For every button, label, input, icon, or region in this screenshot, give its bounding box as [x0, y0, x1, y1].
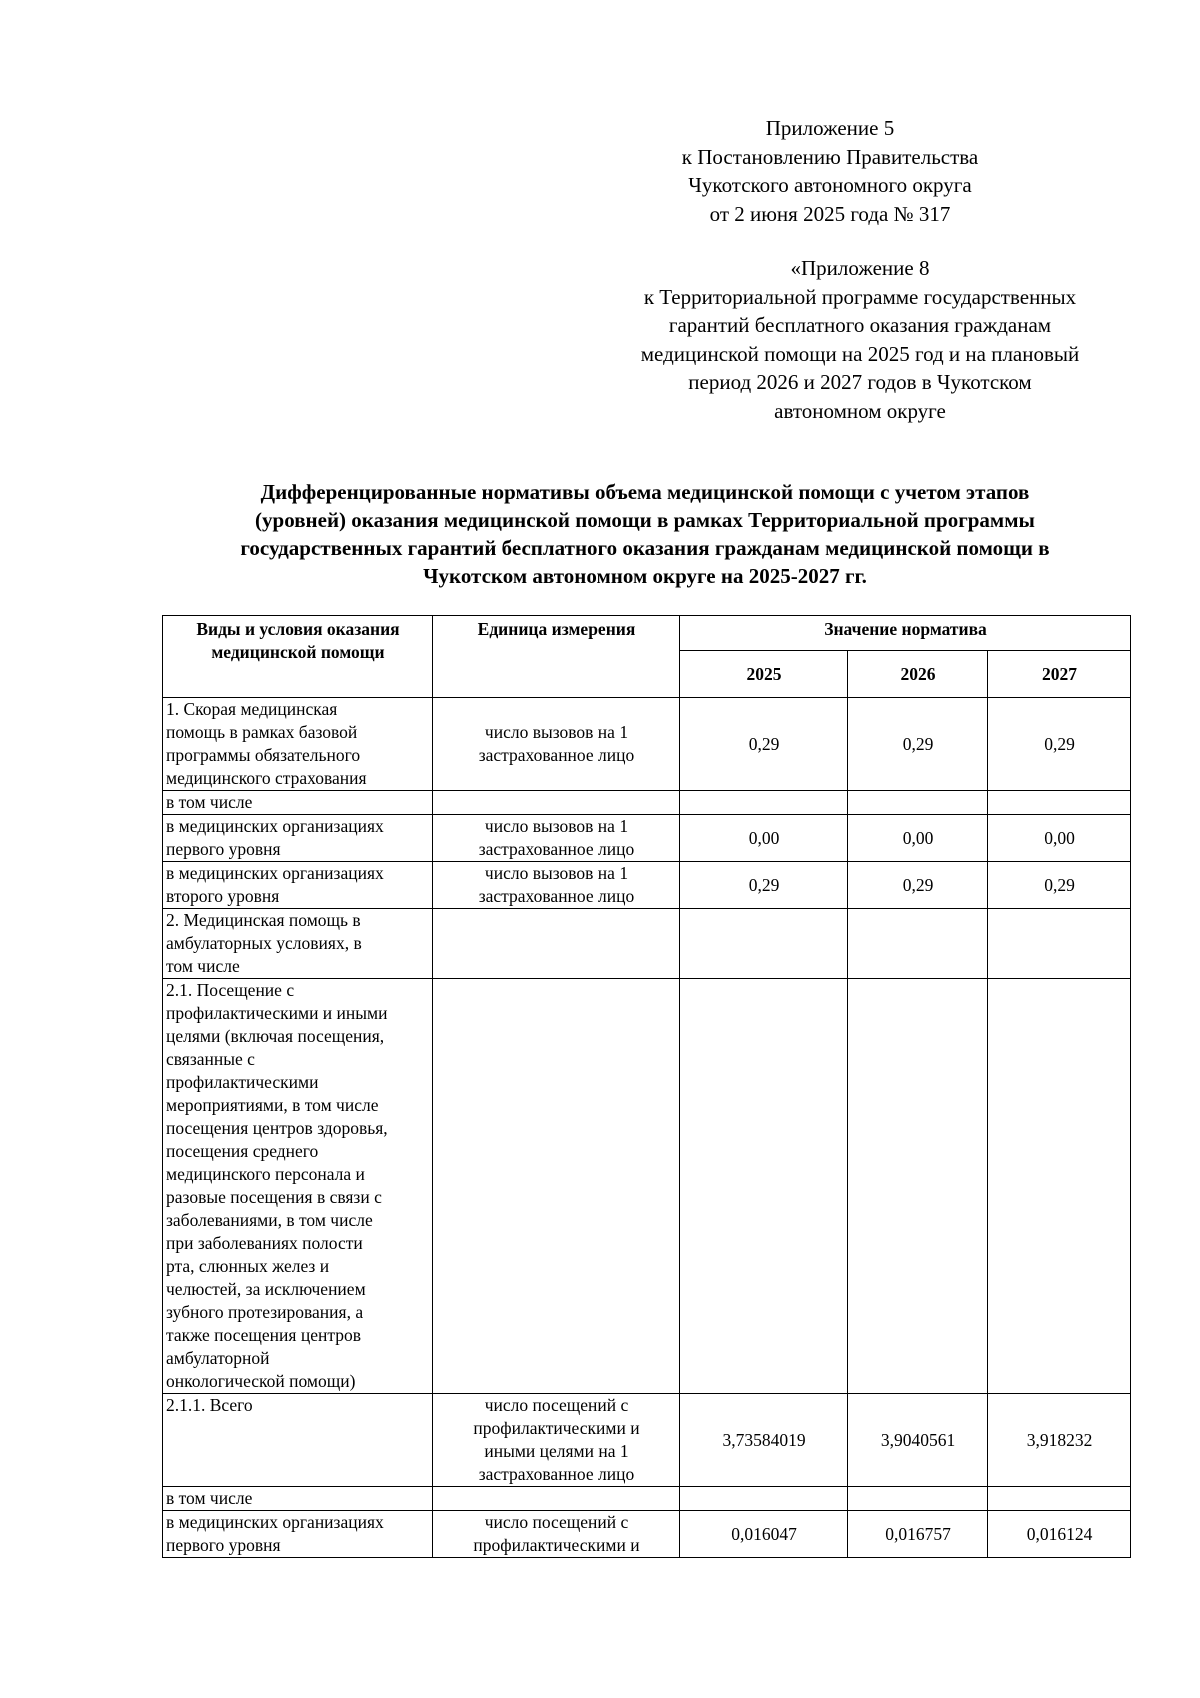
value-cell — [988, 979, 1131, 1394]
unit-line: число посещений с — [484, 1395, 629, 1415]
value-cell — [848, 791, 988, 815]
value-cell — [988, 1487, 1131, 1511]
value-cell — [848, 909, 988, 979]
kind-line: том числе — [166, 956, 240, 976]
value-cell: 0,016047 — [680, 1511, 848, 1558]
value-cell — [848, 1487, 988, 1511]
program-line: период 2026 и 2027 годов в Чукотском — [688, 370, 1032, 394]
value-cell: 0,29 — [680, 862, 848, 909]
kind-line: челюстей, за исключением — [166, 1279, 366, 1299]
kind-line: в медицинских организациях — [166, 863, 384, 883]
value-cell: 0,016124 — [988, 1511, 1131, 1558]
unit-line: иными целями на 1 — [484, 1441, 629, 1461]
unit-line: застрахованное лицо — [478, 745, 635, 765]
table-row — [163, 979, 1131, 1394]
unit-line: застрахованное лицо — [478, 886, 635, 906]
unit-cell — [433, 1394, 680, 1487]
decree-reference-block — [620, 114, 1040, 228]
program-line: автономном округе — [774, 398, 946, 423]
kind-cell — [163, 815, 433, 862]
kind-line: первого уровня — [166, 1535, 281, 1555]
table-row — [163, 909, 1131, 979]
title-line: (уровней) оказания медицинской помощи в рамках Территориальной программы — [255, 508, 1035, 532]
kind-line: в том числе — [166, 1488, 253, 1508]
kind-line: заболеваниями, в том числе — [166, 1210, 373, 1230]
value-cell — [988, 909, 1131, 979]
table-row — [163, 1487, 1131, 1511]
unit-line: число посещений с — [484, 1512, 629, 1532]
kind-line: медицинского страхования — [166, 768, 367, 788]
table-row — [163, 1511, 1131, 1558]
kind-line: разовые посещения в связи с — [166, 1187, 382, 1207]
kind-line: амбулаторных условиях, в — [166, 933, 362, 953]
kind-cell — [163, 1511, 433, 1558]
unit-cell — [433, 698, 680, 791]
document-title — [160, 478, 1130, 590]
kind-line: целями (включая посещения, — [166, 1026, 385, 1046]
value-cell: 0,00 — [680, 815, 848, 862]
program-line: «Приложение 8 — [790, 256, 930, 280]
unit-cell — [433, 815, 680, 862]
kind-cell — [163, 1394, 433, 1487]
program-line: медицинской помощи на 2025 год и на плановый — [640, 341, 1080, 366]
unit-cell — [433, 1511, 680, 1558]
value-cell — [680, 791, 848, 815]
kind-line: профилактическими — [166, 1072, 319, 1092]
decree-line: Приложение 5 — [765, 116, 895, 140]
unit-line: число вызовов на 1 — [484, 863, 629, 883]
value-cell: 0,00 — [988, 815, 1131, 862]
kind-line: в том числе — [166, 792, 253, 812]
kind-line: онкологической помощи) — [166, 1371, 356, 1391]
header-unit: Единица измерения — [433, 616, 680, 698]
kind-line: профилактическими и иными — [166, 1003, 388, 1023]
norms-table — [162, 615, 1131, 1558]
kind-line: зубного протезирования, а — [166, 1302, 364, 1322]
unit-cell — [433, 791, 680, 815]
value-cell: 3,9040561 — [848, 1394, 988, 1487]
unit-cell — [433, 862, 680, 909]
program-line: гарантий бесплатного оказания гражданам — [668, 313, 1052, 337]
kind-line: в медицинских организациях — [166, 816, 384, 836]
header-year: 2025 — [680, 651, 848, 698]
title-line: Дифференцированные нормативы объема медицинской помощи с учетом этапов — [260, 480, 1030, 504]
kind-cell — [163, 909, 433, 979]
value-cell — [988, 791, 1131, 815]
header-kind-line: медицинской помощи — [211, 642, 385, 662]
kind-line: программы обязательного — [166, 745, 361, 765]
table-row — [163, 1394, 1131, 1487]
table-row — [163, 862, 1131, 909]
value-cell — [848, 979, 988, 1394]
kind-line: 2.1. Посещение с — [166, 980, 295, 1000]
kind-cell — [163, 698, 433, 791]
unit-line: застрахованное лицо — [478, 839, 635, 859]
value-cell: 0,29 — [988, 862, 1131, 909]
unit-line: число вызовов на 1 — [484, 722, 629, 742]
kind-line: посещения среднего — [166, 1141, 319, 1161]
program-line: к Территориальной программе государственных — [643, 284, 1077, 309]
title-line: Чукотском автономном округе на 2025-2027 гг. — [423, 564, 867, 588]
value-cell: 3,918232 — [988, 1394, 1131, 1487]
decree-line: к Постановлению Правительства — [681, 144, 979, 169]
table-row — [163, 791, 1131, 815]
title-line: государственных гарантий бесплатного оказания гражданам медицинской помощи в — [240, 536, 1050, 560]
header-kind-line: Виды и условия оказания — [196, 619, 400, 639]
unit-line: профилактическими и — [473, 1535, 640, 1555]
decree-line: от 2 июня 2025 года № 317 — [709, 201, 951, 226]
unit-cell — [433, 979, 680, 1394]
kind-line: также посещения центров — [166, 1325, 361, 1345]
program-reference-block — [600, 254, 1120, 425]
table-body — [163, 698, 1131, 1558]
unit-line: профилактическими и — [473, 1418, 640, 1438]
kind-line: помощь в рамках базовой — [166, 722, 358, 742]
kind-line: второго уровня — [166, 886, 280, 906]
kind-line: посещения центров здоровья, — [166, 1118, 388, 1138]
value-cell: 0,29 — [848, 862, 988, 909]
kind-line: при заболеваниях полости — [166, 1233, 363, 1253]
header-year: 2027 — [988, 651, 1131, 698]
header-year: 2026 — [848, 651, 988, 698]
kind-cell — [163, 862, 433, 909]
unit-cell — [433, 1487, 680, 1511]
kind-line: медицинского персонала и — [166, 1164, 365, 1184]
header-kind — [163, 616, 433, 698]
kind-line: 2. Медицинская помощь в — [166, 910, 361, 930]
kind-cell — [163, 791, 433, 815]
value-cell: 0,016757 — [848, 1511, 988, 1558]
value-cell: 3,73584019 — [680, 1394, 848, 1487]
kind-line: амбулаторной — [166, 1348, 270, 1368]
header-value: Значение норматива — [680, 616, 1131, 651]
unit-cell — [433, 909, 680, 979]
value-cell: 0,29 — [988, 698, 1131, 791]
unit-line: число вызовов на 1 — [484, 816, 629, 836]
value-cell — [680, 979, 848, 1394]
kind-line: первого уровня — [166, 839, 281, 859]
kind-line: связанные с — [166, 1049, 255, 1069]
table-row — [163, 698, 1131, 791]
unit-line: застрахованное лицо — [478, 1464, 635, 1484]
decree-line: Чукотского автономного округа — [688, 173, 972, 197]
value-cell: 0,29 — [680, 698, 848, 791]
kind-line: 1. Скорая медицинская — [166, 699, 338, 719]
value-cell: 0,00 — [848, 815, 988, 862]
table-row — [163, 815, 1131, 862]
kind-cell — [163, 1487, 433, 1511]
kind-line: мероприятиями, в том числе — [166, 1095, 379, 1115]
value-cell — [680, 1487, 848, 1511]
kind-line: в медицинских организациях — [166, 1512, 384, 1532]
value-cell — [680, 909, 848, 979]
kind-cell — [163, 979, 433, 1394]
kind-line: 2.1.1. Всего — [166, 1395, 253, 1415]
value-cell: 0,29 — [848, 698, 988, 791]
kind-line: рта, слюнных желез и — [166, 1256, 330, 1276]
